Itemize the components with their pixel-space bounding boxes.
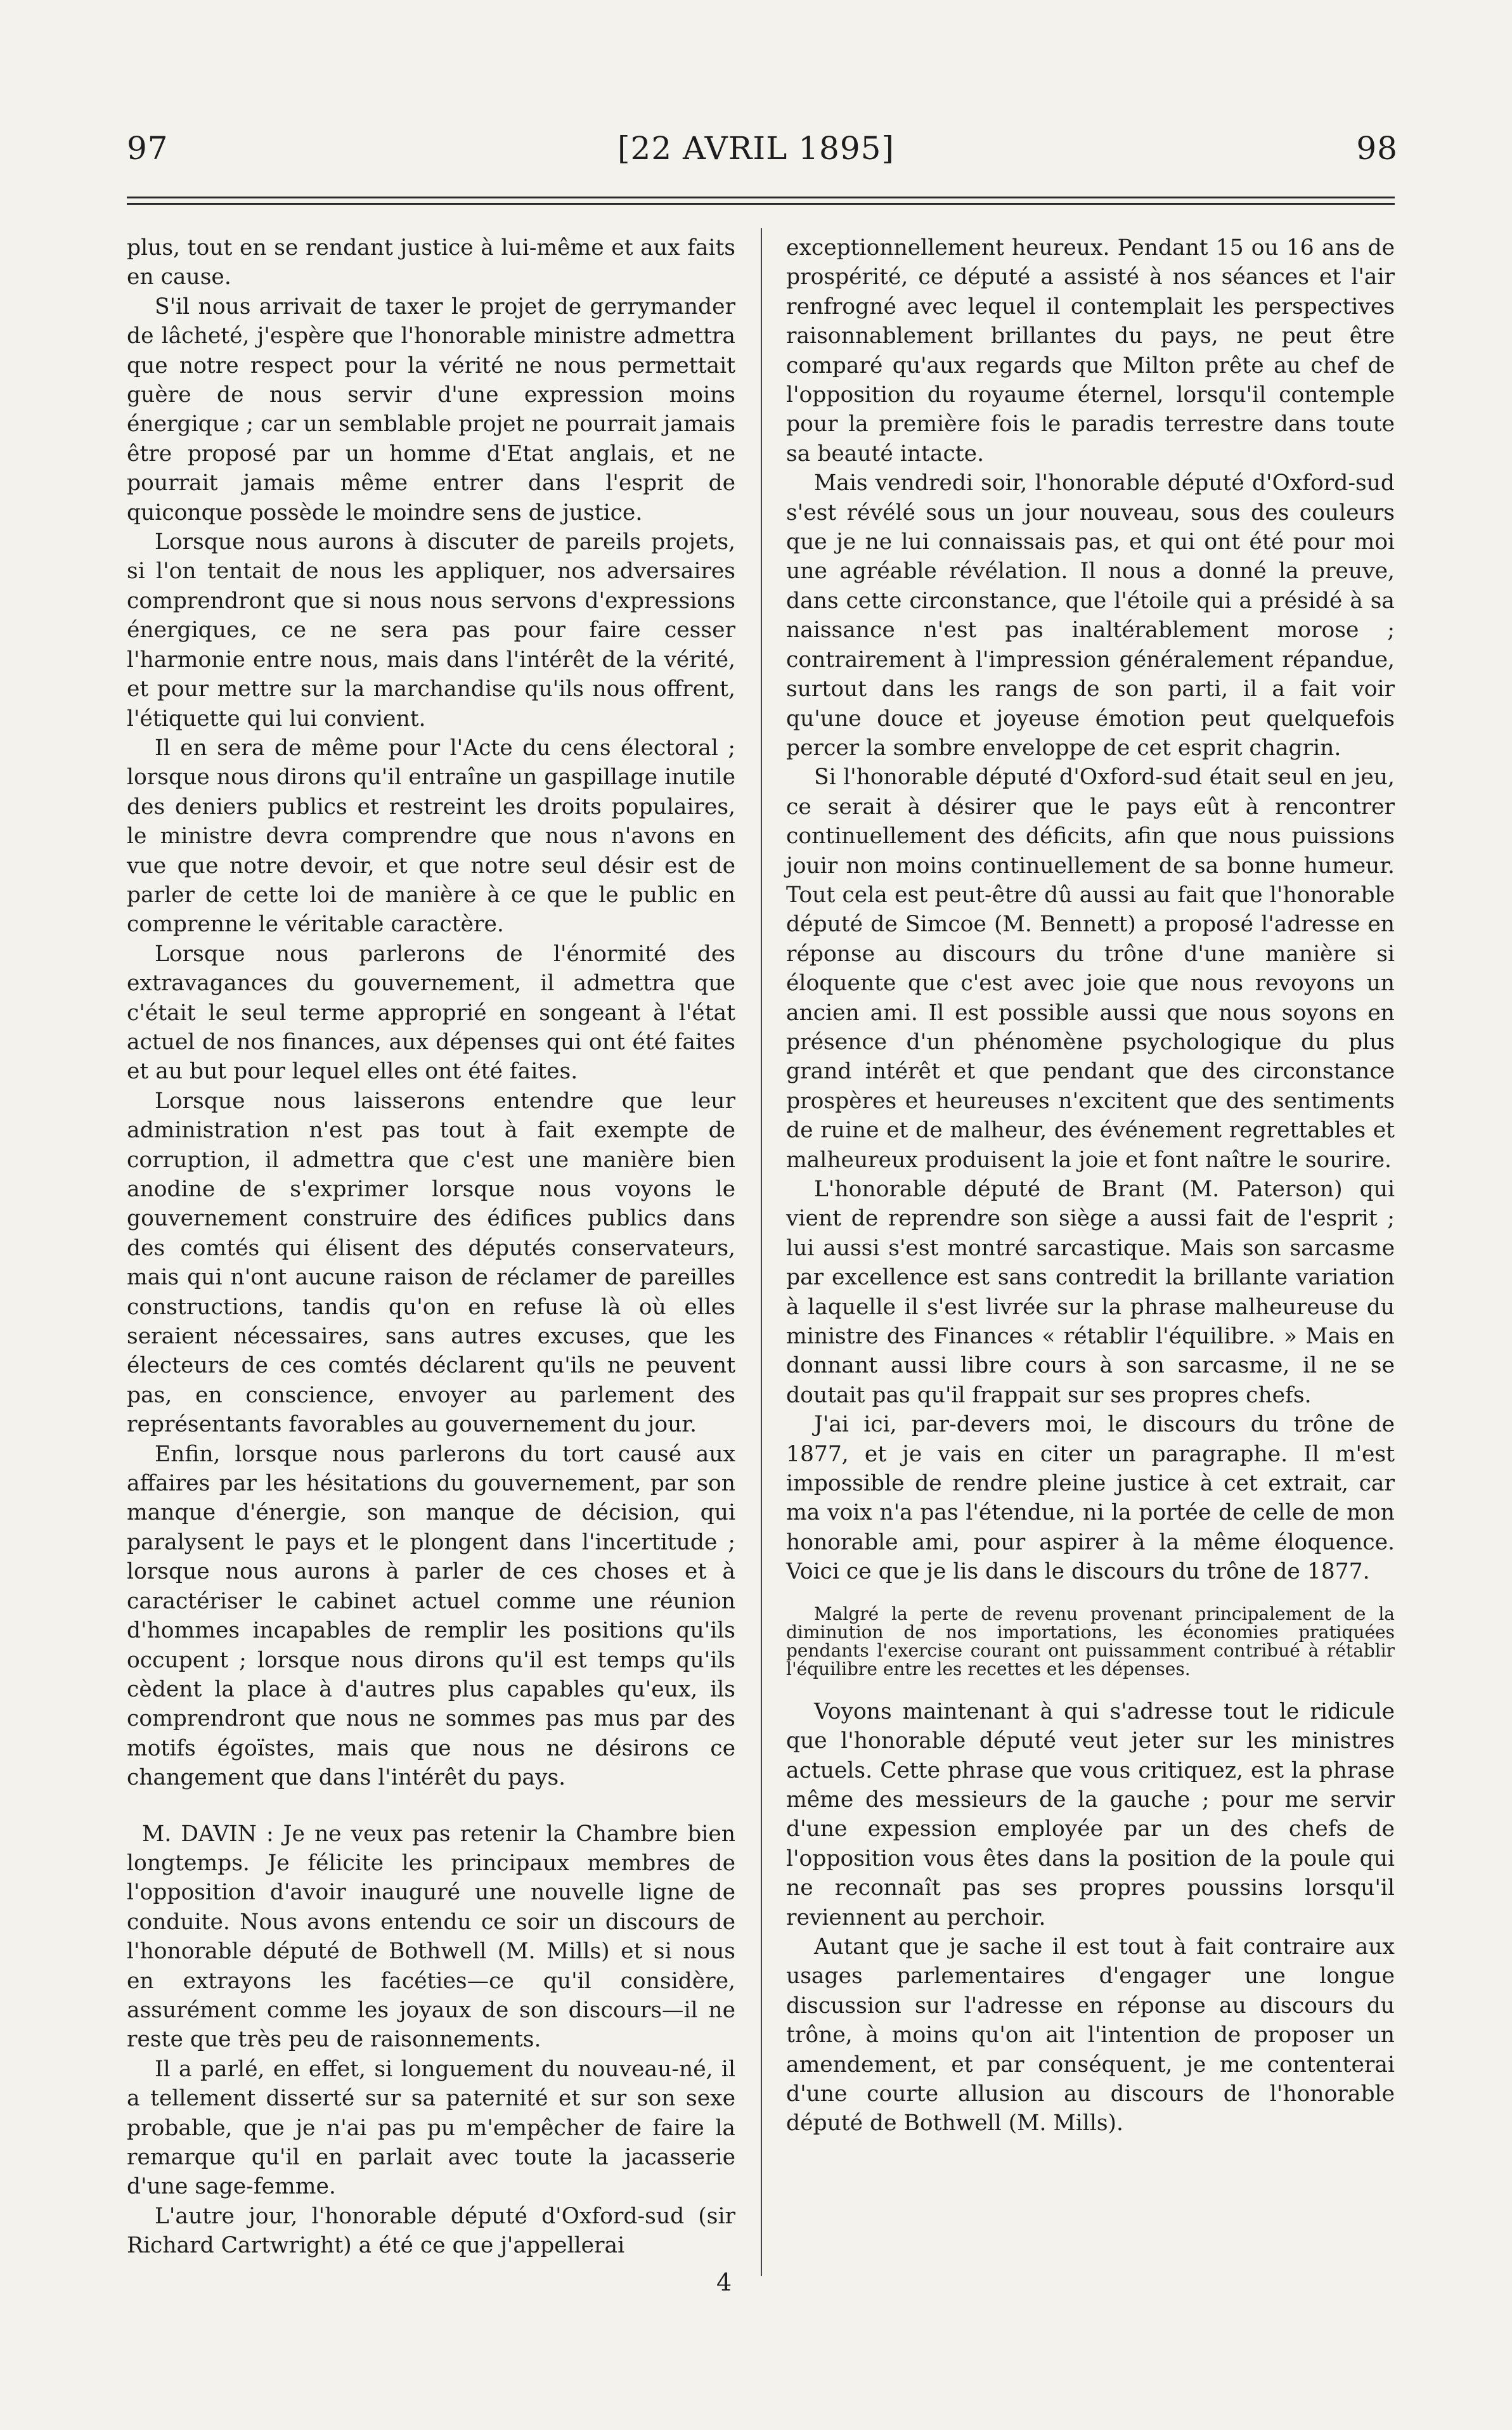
paragraph: L'autre jour, l'honorable député d'Oxford-sud (sir Richard Cartwright) a été ce que j'appellerai — [127, 2203, 735, 2259]
page-number-right: 98 — [1356, 130, 1398, 167]
folio-number: 4 — [716, 2268, 732, 2296]
paragraph: Enfin, lorsque nous parlerons du tort causé aux affaires par les hésitations du gouvernement, par son manque d'énergie, son manque de décision, qui paralysent le pays et le plongent dans l'incertitude ; lorsque nous aurons à parler de ces choses et à caractériser le cabinet actuel comme une réunion d'hommes incapables de remplir les positions qu'ils occupent ; lorsque nous dirons qu'il est temps qu'ils cèdent la place à d'autres plus capables qu'eux, ils comprendront que nous ne sommes pas mus par des motifs égoïstes, mais que nous ne désirons ce changement que dans l'intérêt du pays. — [127, 1441, 735, 1791]
header-date: [22 AVRIL 1895] — [617, 130, 895, 167]
paragraph: L'honorable député de Brant (M. Paterson) qui vient de reprendre son siège a aussi fait de l'esprit ; lui aussi s'est montré sarcastique. Mais son sarcasme par excellence est sans contredit la brillante variation à laquelle il s'est livrée sur la phrase malheureuse du ministre des Finances « rétablir l'équilibre. » Mais en donnant aussi libre cours à son sarcasme, il ne se doutait pas qu'il frappait sur ses propres chefs. — [786, 1177, 1395, 1408]
paragraph: Lorsque nous aurons à discuter de pareils projets, si l'on tentait de nous les appliquer, nos adversaires comprendront que si nous nous servons d'expressions énergiques, ce ne sera pas pour faire cesser l'harmonie entre nous, mais dans l'intérêt de la vérité, et pour mettre sur la marchandise qu'ils nous offrent, l'étiquette qui lui convient. — [127, 529, 735, 732]
column-divider — [761, 228, 762, 2276]
paragraph: Si l'honorable député d'Oxford-sud était seul en jeu, ce serait à désirer que le pays eût à rencontrer continuellement des déficits, afin que nous puissions jouir non moins continuellement de sa bonne humeur. Tout cela est peut-être dû aussi au fait que l'honorable député de Simcoe (M. Bennett) a proposé l'adresse en réponse au discours du trône d'une manière si éloquente que c'est avec joie que nous revoyons un ancien ami. Il est possible aussi que nous soyons en présence d'un phénomène psychologique du plus grand intérêt et que pendant que des circonstance prospères et heureuses n'excitent que des sentiments de ruine et de malheur, des événement regrettables et malheureux produisent la joie et font naître le sourire. — [786, 765, 1395, 1173]
speaker-paragraph: M. DAVIN : Je ne veux pas retenir la Chambre bien longtemps. Je félicite les principaux membres de l'opposition d'avoir inauguré une nouvelle ligne de conduite. Nous avons entendu ce soir un discours de l'honorable député de Bothwell (M. Mills) et si nous en extrayons les facéties—ce qu'il considère, assurément comme les joyaux de son discours—il ne reste que très peu de raisonnements. — [127, 1821, 735, 2053]
paragraph: plus, tout en se rendant justice à lui-même et aux faits en cause. — [127, 235, 735, 290]
header-rule-top — [127, 197, 1395, 198]
paragraph: Mais vendredi soir, l'honorable député d'Oxford-sud s'est révélé sous un jour nouveau, sous des couleurs que je ne lui connaissais pas, et qui ont été pour moi une agréable révélation. Il nous a donné la preuve, dans cette circonstance, que l'étoile qui a présidé à sa naissance n'est pas inaltérablement morose ; contrairement à l'impression généralement répandue, surtout dans les rangs de son parti, il a fait voir qu'une douce et joyeuse émotion peut quelquefois percer la sombre enveloppe de cet esprit chagrin. — [786, 470, 1395, 761]
paragraph: Lorsque nous laisserons entendre que leur administration n'est pas tout à fait exempte de corruption, il admettra que c'est une manière bien anodine de s'exprimer lorsque nous voyons le gouvernement construire des édifices publics dans des comtés qui élisent des députés conservateurs, mais qui n'ont aucune raison de réclamer de pareilles constructions, tandis qu'on en refuse là où elles seraient nécessaires, sans autres excuses, que les électeurs de ces comtés déclarent qu'ils ne peuvent pas, en conscience, envoyer au parlement des représentants favorables au gouvernement du jour. — [127, 1088, 735, 1438]
paragraph: exceptionnellement heureux. Pendant 15 ou 16 ans de prospérité, ce député a assisté à nos séances et l'air renfrogné avec lequel il contemplait les perspectives raisonnablement brillantes du pays, ne peut être comparé qu'aux regards que Milton prête au chef de l'opposition du royaume éternel, lorsqu'il contemple pour la première fois le paradis terrestre dans toute sa beauté intacte. — [786, 235, 1395, 467]
right-column — [786, 233, 1395, 2138]
left-column — [127, 233, 735, 2261]
paragraph: S'il nous arrivait de taxer le projet de gerrymander de lâcheté, j'espère que l'honorable ministre admettra que notre respect pour la vérité ne nous permettait guère de nous servir d'une expression moins énergique ; car un semblable projet ne pourrait jamais être proposé par un homme d'Etat anglais, et ne pourrait jamais même entrer dans l'esprit de quiconque possède le moindre sens de justice. — [127, 294, 735, 526]
paragraph: J'ai ici, par-devers moi, le discours du trône de 1877, et je vais en citer un paragraphe. Il m'est impossible de rendre pleine justice à cet extrait, car ma voix n'a pas l'étendue, ni la portée de celle de mon honorable ami, pour aspirer à la même éloquence. Voici ce que je lis dans le discours du trône de 1877. — [786, 1412, 1395, 1585]
paragraph: Il a parlé, en effet, si longuement du nouveau-né, il a tellement disserté sur sa paternité et sur son sexe probable, que je n'ai pas pu m'empêcher de faire la remarque qu'il en parlait avec toute la jacasserie d'une sage-femme. — [127, 2056, 735, 2200]
paragraph: Autant que je sache il est tout à fait contraire aux usages parlementaires d'engager une longue discussion sur l'adresse en réponse au discours du trône, à moins qu'on ait l'intention de proposer un amendement, et par conséquent, je me contenterai d'une courte allusion au discours de l'honorable député de Bothwell (M. Mills). — [786, 1934, 1395, 2136]
page-number-left: 97 — [127, 130, 169, 167]
quoted-passage: Malgré la perte de revenu provenant principalement de la diminution de nos importations, les économies pratiquées pendants l'exercise courant ont puissamment contribué à rétablir l'équilibre entre les recettes et les dépenses. — [786, 1603, 1395, 1679]
paragraph: Voyons maintenant à qui s'adresse tout le ridicule que l'honorable député veut jeter sur les ministres actuels. Cette phrase que vous critiquez, est la phrase même des messieurs de la gauche ; pour me servir d'une expession employée par un des chefs de l'opposition vous êtes dans la position de la poule qui ne reconnaît pas ses propres poussins lorsqu'il reviennent au perchoir. — [786, 1698, 1395, 1930]
header-rule-bottom — [127, 203, 1395, 205]
paragraph: Il en sera de même pour l'Acte du cens électoral ; lorsque nous dirons qu'il entraîne un gaspillage inutile des deniers publics et restreint les droits populaires, le ministre devra comprendre que nous n'avons en vue que notre devoir, et que notre seul désir est de parler de cette loi de manière à ce que le public en comprenne le véritable caractère. — [127, 735, 735, 938]
paragraph: Lorsque nous parlerons de l'énormité des extravagances du gouvernement, il admettra que c'était le seul terme approprié en songeant à l'état actuel de nos finances, aux dépenses qui ont été faites et au but pour lequel elles ont été faites. — [127, 941, 735, 1085]
